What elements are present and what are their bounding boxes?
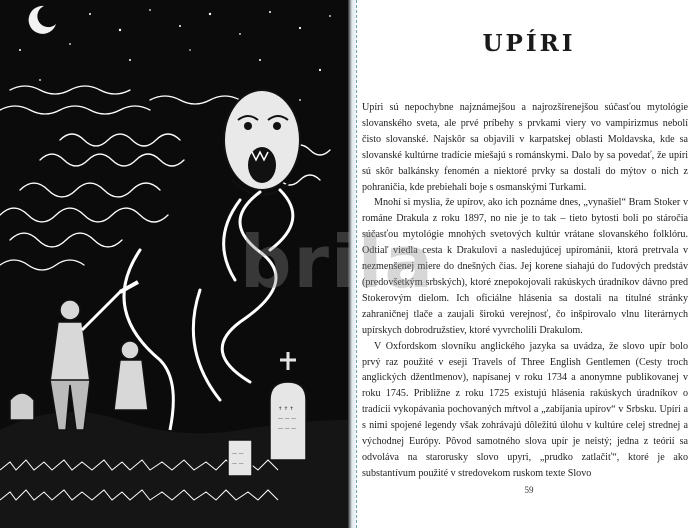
text-page	[358, 0, 700, 528]
chapter-title: UPÍRI	[482, 30, 576, 57]
svg-text:— — —: — — —	[278, 416, 297, 422]
svg-text:— — —: — — —	[278, 426, 297, 432]
paragraph-1: Upíri sú nepochybne najznámejšou a najrozšírenejšou súčasťou mytológie slovanského sveta, ale prvé príbehy s prvkami viery vo vampirizmus nebolí čisto slovanské. Najskôr sa objavili v karpatskej oblasti Moldavska, kde sa slovanské kultúrne tradície miešajú s románskymi. Dalo by sa povedať, že upíri sú skôr balkánsky fenomén a niektoré prvky sa dostali do mýtov o nich z pohraničia, kde prebiehali boje s osmanskými Turkami.	[362, 102, 688, 193]
gutter-divider	[356, 0, 357, 528]
illustration-page	[0, 0, 348, 528]
svg-text:✝ ✝ ✝: ✝ ✝ ✝	[278, 406, 294, 412]
chapter-body	[362, 100, 688, 482]
paragraph-3: V Oxfordskom slovníku anglického jazyka sa uvádza, že slovo upír bolo prvý raz použité v eseji Travels of Three English Gentlemen (Cesty troch anglických džentlmenov), napísanej v roku 1734 a anonymne publikovanej v roku 1745. Približne z roku 1725 existujú hlásenia rakúskych úradníkov o tradícii vykopávania pochovaných mŕtvol a „zabíjania upírov“ v Srbsku. Upíri a s nimi spojené legendy však zohrávajú dôležitú úlohu v kultúre celej strednej a východnej Európy. Pôvod samotného slova upír je neistý; jedna z teórií sa odvoláva na starorusky slovo upyri, „prudko zatlačiť“, ktoré je ako substantívum použité v stredovekom ruskom texte Slovo	[362, 340, 688, 479]
page-number: 59	[524, 485, 534, 495]
paragraph-2: Mnohí si myslia, že upírov, ako ich poznáme dnes, „vynašiel“ Bram Stoker v románe Drakula z roku 1897, no nie je to tak – tieto bytosti boli po stáročia súčasťou mytológie mnohých svetových kultúr vrátane slovanského folklóru. Odtiaľ viedla cesta k Drakulovi a nasledujúcej upírománii, ktorá pretrvala v nezmenšenej miere do dnešných čias. Jej korene siahajú do ľudových predstáv (predovšetkým srbských), ktoré znepokojovali rakúskych úradníkov dávno pred Stokerovým dielom. Ich oficiálne hlásenia sa dostali na titulné stránky zahraničnej tlače a zaujali širokú verejnosť, čo inšpirovalo vlnu literárnych upírskych dobrodružstiev, ktoré vyvrcholili Drakulom.	[362, 197, 688, 336]
svg-text:— —: — —	[232, 461, 244, 467]
svg-text:— —: — —	[232, 451, 244, 457]
vampire-illustration	[0, 0, 348, 528]
watermark-text: brila	[240, 220, 435, 304]
